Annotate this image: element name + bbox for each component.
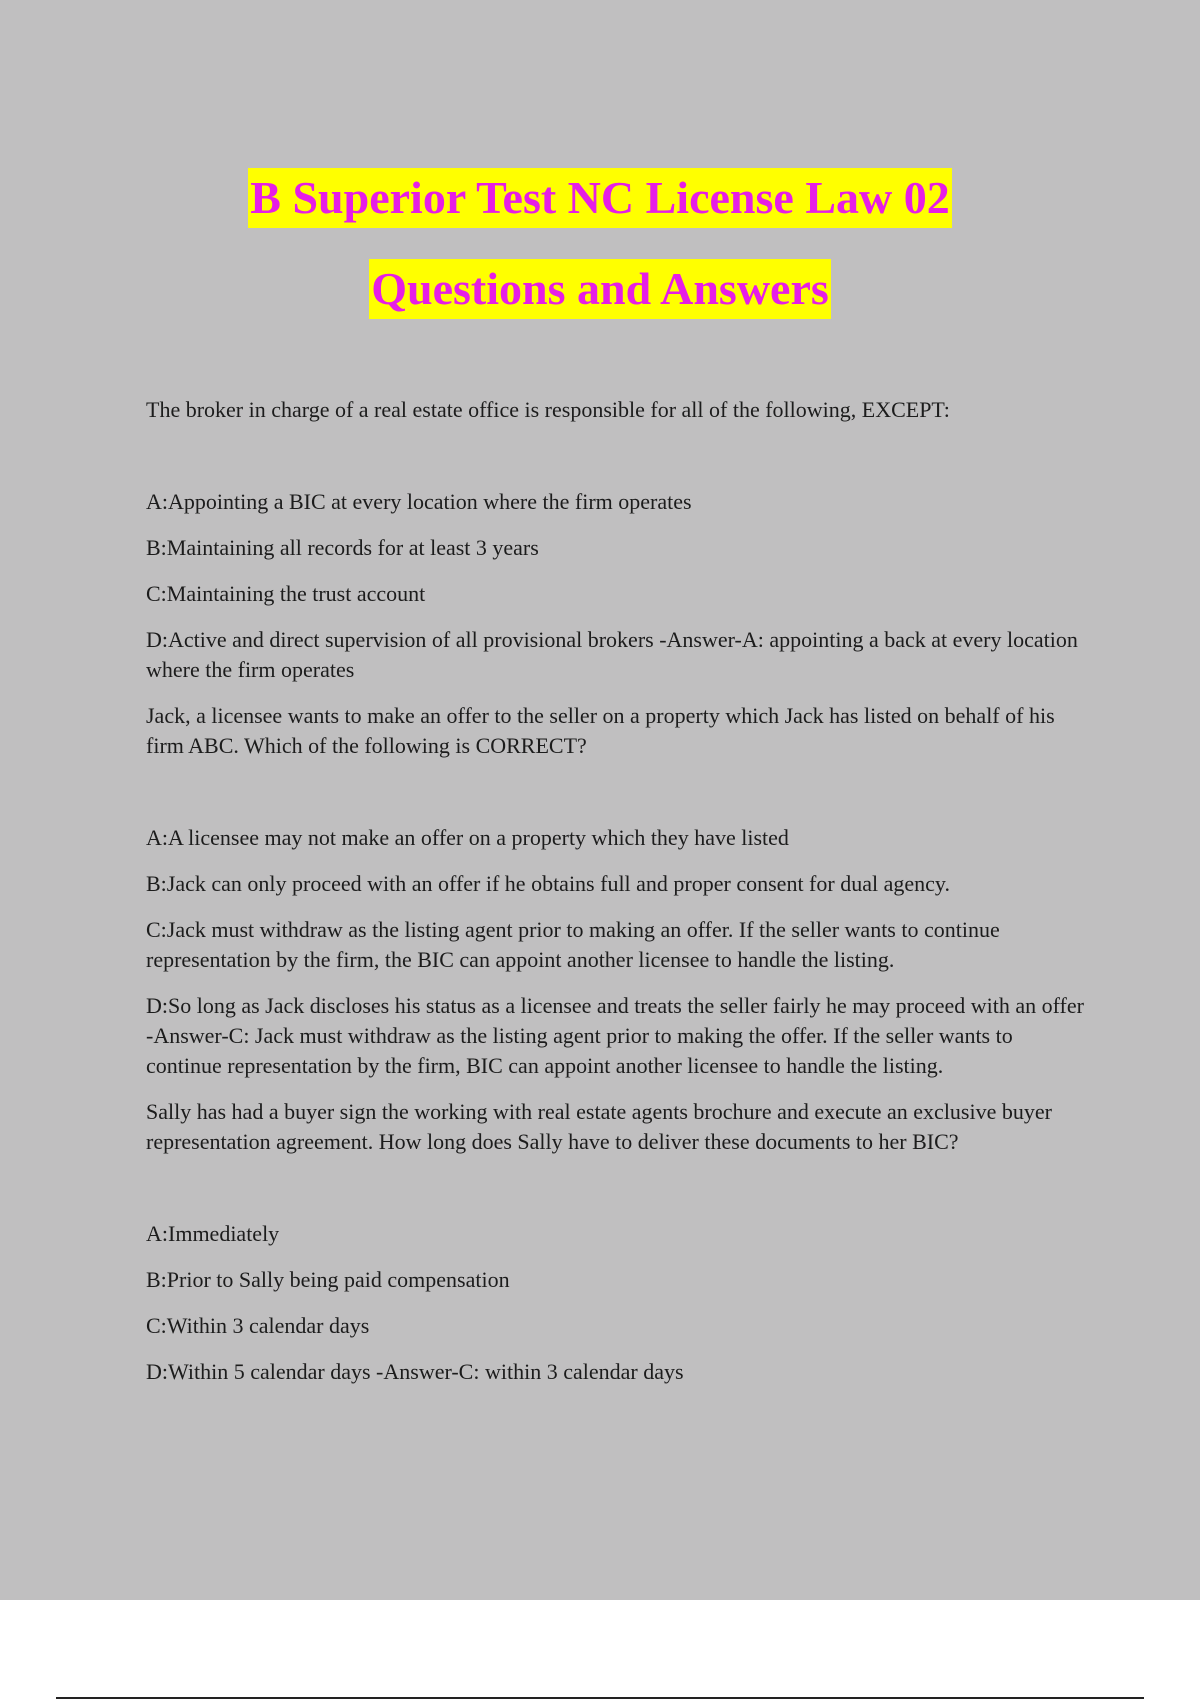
title-line-2: Questions and Answers <box>369 259 831 319</box>
option-1c: C:Maintaining the trust account <box>146 581 426 606</box>
document-title <box>0 168 1200 350</box>
question-stem-1: The broker in charge of a real estate office is responsible for all of the following, EXCEPT: <box>146 397 950 422</box>
option-3a: A:Immediately <box>146 1221 280 1246</box>
option-3c: C:Within 3 calendar days <box>146 1313 370 1338</box>
option-2a: A:A licensee may not make an offer on a property which they have listed <box>146 825 789 850</box>
question-stem-2: Jack, a licensee wants to make an offer to the seller on a property which Jack has listed on behalf of his firm ABC. Which of the following is CORRECT? <box>146 703 1055 758</box>
footer-divider <box>56 1697 1144 1699</box>
option-1a: A:Appointing a BIC at every location where the firm operates <box>146 489 692 514</box>
option-2c: C:Jack must withdraw as the listing agent prior to making an offer. If the seller wants to continue representation by the firm, the BIC can appoint another licensee to handle the listing. <box>146 917 1000 972</box>
spacer <box>146 441 1086 487</box>
option-3b: B:Prior to Sally being paid compensation <box>146 1267 510 1292</box>
title-line-1: B Superior Test NC License Law 02 <box>248 168 951 228</box>
option-2b: B:Jack can only proceed with an offer if he obtains full and proper consent for dual agency. <box>146 871 950 896</box>
option-2d-answer: D:So long as Jack discloses his status as a licensee and treats the seller fairly he may proceed with an offer -Answer-C: Jack must withdraw as the listing agent prior to making the offer. If the seller wants to continue representation by the firm, BIC can appoint another licensee to handle the listing. <box>146 993 1084 1078</box>
question-stem-3: Sally has had a buyer sign the working with real estate agents brochure and execute an exclusive buyer representation agreement. How long does Sally have to deliver these documents to her BIC? <box>146 1099 1052 1154</box>
spacer <box>146 777 1086 823</box>
option-1b: B:Maintaining all records for at least 3 years <box>146 535 539 560</box>
option-1d-answer: D:Active and direct supervision of all provisional brokers -Answer-A: appointing a back at every location where the firm operates <box>146 627 1078 682</box>
question-list <box>146 395 1086 1403</box>
option-3d-answer: D:Within 5 calendar days -Answer-C: within 3 calendar days <box>146 1359 684 1384</box>
spacer <box>146 1173 1086 1219</box>
